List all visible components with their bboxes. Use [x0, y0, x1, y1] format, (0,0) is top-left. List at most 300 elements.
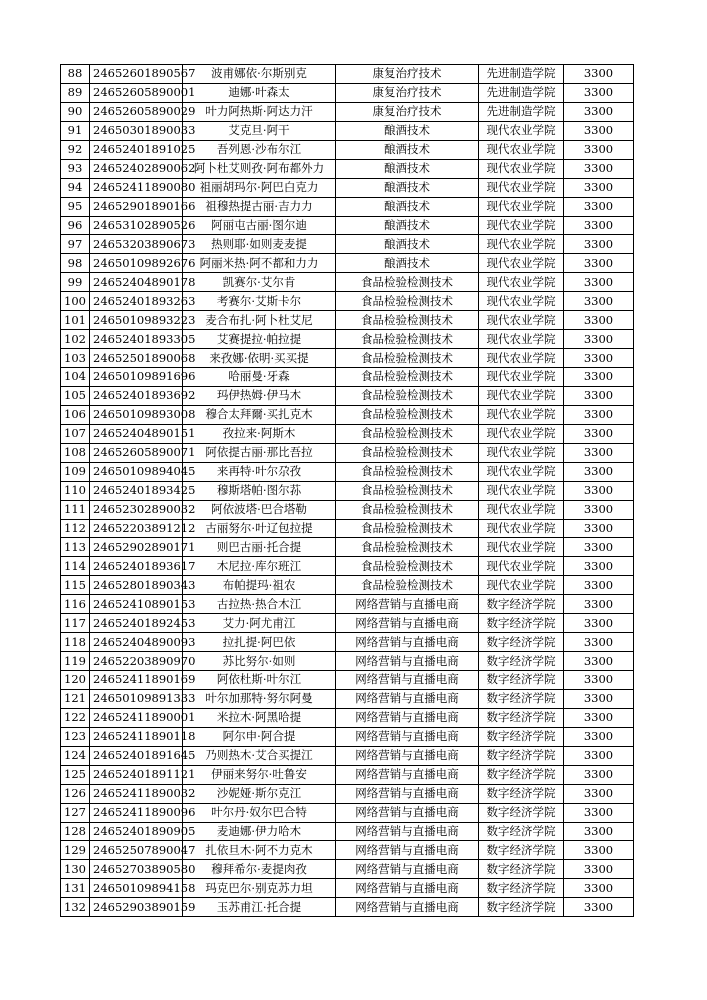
- student-name-cell: 艾克旦·阿干: [183, 121, 336, 140]
- row-number-cell: 98: [61, 254, 90, 273]
- major-cell: 食品检验检测技术: [336, 330, 479, 349]
- amount-cell: 3300: [564, 746, 634, 765]
- row-number-cell: 93: [61, 159, 90, 178]
- amount-cell: 3300: [564, 898, 634, 917]
- student-id-cell: 24652411890032: [90, 784, 183, 803]
- table-row: [61, 746, 634, 765]
- amount-cell: 3300: [564, 292, 634, 311]
- student-name-cell: 哈丽曼·牙森: [183, 368, 336, 387]
- amount-cell: 3300: [564, 311, 634, 330]
- student-name-cell: 则巴古丽·托合提: [183, 538, 336, 557]
- major-cell: 网络营销与直播电商: [336, 803, 479, 822]
- major-cell: 网络营销与直播电商: [336, 727, 479, 746]
- amount-cell: 3300: [564, 595, 634, 614]
- student-id-cell: 24653203890673: [90, 235, 183, 254]
- major-cell: 网络营销与直播电商: [336, 860, 479, 879]
- college-cell: 现代农业学院: [479, 405, 564, 424]
- row-number-cell: 105: [61, 386, 90, 405]
- student-name-cell: 沙妮娅·斯尔克江: [183, 784, 336, 803]
- major-cell: 康复治疗技术: [336, 65, 479, 84]
- college-cell: 现代农业学院: [479, 368, 564, 387]
- major-cell: 食品检验检测技术: [336, 424, 479, 443]
- table-row: [61, 159, 634, 178]
- student-id-cell: 24652605890071: [90, 443, 183, 462]
- amount-cell: 3300: [564, 652, 634, 671]
- student-id-cell: 24652404890093: [90, 633, 183, 652]
- amount-cell: 3300: [564, 462, 634, 481]
- table-body: [61, 65, 634, 917]
- major-cell: 网络营销与直播电商: [336, 822, 479, 841]
- table-row: [61, 727, 634, 746]
- college-cell: 现代农业学院: [479, 159, 564, 178]
- student-name-cell: 艾赛提拉·帕拉提: [183, 330, 336, 349]
- student-name-cell: 祖穆热提古丽·吉力力: [183, 197, 336, 216]
- row-number-cell: 114: [61, 557, 90, 576]
- major-cell: 食品检验检测技术: [336, 481, 479, 500]
- student-name-cell: 扎依旦木·阿不力克木: [183, 841, 336, 860]
- college-cell: 数字经济学院: [479, 879, 564, 898]
- table-row: [61, 140, 634, 159]
- college-cell: 现代农业学院: [479, 140, 564, 159]
- amount-cell: 3300: [564, 633, 634, 652]
- row-number-cell: 118: [61, 633, 90, 652]
- table-row: [61, 595, 634, 614]
- student-name-cell: 来孜娜·依明·买买提: [183, 349, 336, 368]
- major-cell: 酿酒技术: [336, 254, 479, 273]
- student-id-cell: 24652401893263: [90, 292, 183, 311]
- amount-cell: 3300: [564, 424, 634, 443]
- row-number-cell: 97: [61, 235, 90, 254]
- table-row: [61, 83, 634, 102]
- student-name-cell: 孜拉来·阿斯木: [183, 424, 336, 443]
- row-number-cell: 122: [61, 708, 90, 727]
- table-row: [61, 349, 634, 368]
- table-row: [61, 519, 634, 538]
- row-number-cell: 103: [61, 349, 90, 368]
- row-number-cell: 90: [61, 102, 90, 121]
- college-cell: 数字经济学院: [479, 822, 564, 841]
- student-id-cell: 24652203890970: [90, 652, 183, 671]
- row-number-cell: 100: [61, 292, 90, 311]
- major-cell: 康复治疗技术: [336, 102, 479, 121]
- amount-cell: 3300: [564, 519, 634, 538]
- student-name-cell: 热则耶·如则麦麦提: [183, 235, 336, 254]
- major-cell: 网络营销与直播电商: [336, 765, 479, 784]
- major-cell: 食品检验检测技术: [336, 443, 479, 462]
- major-cell: 网络营销与直播电商: [336, 652, 479, 671]
- student-id-cell: 24652203891212: [90, 519, 183, 538]
- student-name-cell: 米拉木·阿黑哈提: [183, 708, 336, 727]
- student-name-cell: 阿丽屯古丽·图尔迪: [183, 216, 336, 235]
- college-cell: 数字经济学院: [479, 898, 564, 917]
- college-cell: 数字经济学院: [479, 765, 564, 784]
- row-number-cell: 117: [61, 614, 90, 633]
- student-id-cell: 24652903890159: [90, 898, 183, 917]
- student-id-cell: 24652507890047: [90, 841, 183, 860]
- student-id-cell: 24652401893617: [90, 557, 183, 576]
- amount-cell: 3300: [564, 727, 634, 746]
- student-id-cell: 24650109894158: [90, 879, 183, 898]
- student-name-cell: 叶力阿热斯·阿达力汗: [183, 102, 336, 121]
- table-row: [61, 481, 634, 500]
- student-id-cell: 24652411890001: [90, 708, 183, 727]
- table-row: [61, 386, 634, 405]
- student-name-cell: 阿依波塔·巴合塔勒: [183, 500, 336, 519]
- college-cell: 现代农业学院: [479, 273, 564, 292]
- student-name-cell: 伊丽来努尔·吐鲁安: [183, 765, 336, 784]
- row-number-cell: 95: [61, 197, 90, 216]
- table-row: [61, 178, 634, 197]
- student-id-cell: 24652401893425: [90, 481, 183, 500]
- table-row: [61, 784, 634, 803]
- student-id-cell: 24652404890151: [90, 424, 183, 443]
- college-cell: 数字经济学院: [479, 860, 564, 879]
- college-cell: 数字经济学院: [479, 633, 564, 652]
- row-number-cell: 96: [61, 216, 90, 235]
- student-list-table: [60, 64, 634, 917]
- college-cell: 数字经济学院: [479, 841, 564, 860]
- student-name-cell: 穆斯塔帕·图尔荪: [183, 481, 336, 500]
- row-number-cell: 126: [61, 784, 90, 803]
- amount-cell: 3300: [564, 197, 634, 216]
- table-row: [61, 538, 634, 557]
- student-name-cell: 穆拜希尔·麦提肉孜: [183, 860, 336, 879]
- student-name-cell: 叶尔丹·奴尔巴合特: [183, 803, 336, 822]
- amount-cell: 3300: [564, 330, 634, 349]
- amount-cell: 3300: [564, 803, 634, 822]
- major-cell: 食品检验检测技术: [336, 292, 479, 311]
- student-id-cell: 24650109891333: [90, 689, 183, 708]
- student-name-cell: 乃则热木·艾合买提江: [183, 746, 336, 765]
- major-cell: 酿酒技术: [336, 197, 479, 216]
- major-cell: 食品检验检测技术: [336, 405, 479, 424]
- amount-cell: 3300: [564, 481, 634, 500]
- table-row: [61, 557, 634, 576]
- major-cell: 食品检验检测技术: [336, 311, 479, 330]
- row-number-cell: 110: [61, 481, 90, 500]
- student-name-cell: 阿卜杜艾则孜·阿布都外力: [183, 159, 336, 178]
- major-cell: 酿酒技术: [336, 121, 479, 140]
- student-id-cell: 24652401891121: [90, 765, 183, 784]
- student-id-cell: 24652902890171: [90, 538, 183, 557]
- row-number-cell: 128: [61, 822, 90, 841]
- row-number-cell: 111: [61, 500, 90, 519]
- college-cell: 现代农业学院: [479, 538, 564, 557]
- college-cell: 现代农业学院: [479, 311, 564, 330]
- amount-cell: 3300: [564, 879, 634, 898]
- college-cell: 现代农业学院: [479, 519, 564, 538]
- table-row: [61, 292, 634, 311]
- college-cell: 现代农业学院: [479, 121, 564, 140]
- student-id-cell: 24652404890178: [90, 273, 183, 292]
- row-number-cell: 121: [61, 689, 90, 708]
- college-cell: 现代农业学院: [479, 386, 564, 405]
- amount-cell: 3300: [564, 121, 634, 140]
- college-cell: 现代农业学院: [479, 557, 564, 576]
- row-number-cell: 88: [61, 65, 90, 84]
- amount-cell: 3300: [564, 708, 634, 727]
- row-number-cell: 123: [61, 727, 90, 746]
- table-row: [61, 121, 634, 140]
- college-cell: 现代农业学院: [479, 178, 564, 197]
- amount-cell: 3300: [564, 576, 634, 595]
- table-row: [61, 330, 634, 349]
- student-id-cell: 24652401892453: [90, 614, 183, 633]
- major-cell: 网络营销与直播电商: [336, 898, 479, 917]
- amount-cell: 3300: [564, 216, 634, 235]
- row-number-cell: 92: [61, 140, 90, 159]
- table-row: [61, 633, 634, 652]
- table-row: [61, 216, 634, 235]
- student-id-cell: 24650109893008: [90, 405, 183, 424]
- major-cell: 网络营销与直播电商: [336, 708, 479, 727]
- major-cell: 网络营销与直播电商: [336, 784, 479, 803]
- table-row: [61, 671, 634, 690]
- student-name-cell: 来再特·叶尔尕孜: [183, 462, 336, 481]
- amount-cell: 3300: [564, 235, 634, 254]
- table-row: [61, 424, 634, 443]
- row-number-cell: 124: [61, 746, 90, 765]
- student-id-cell: 24650109894045: [90, 462, 183, 481]
- table-row: [61, 254, 634, 273]
- college-cell: 现代农业学院: [479, 349, 564, 368]
- college-cell: 现代农业学院: [479, 330, 564, 349]
- amount-cell: 3300: [564, 784, 634, 803]
- row-number-cell: 106: [61, 405, 90, 424]
- college-cell: 先进制造学院: [479, 102, 564, 121]
- student-name-cell: 玉苏甫江·托合提: [183, 898, 336, 917]
- table-row: [61, 102, 634, 121]
- student-id-cell: 24652801890343: [90, 576, 183, 595]
- major-cell: 网络营销与直播电商: [336, 595, 479, 614]
- row-number-cell: 99: [61, 273, 90, 292]
- student-name-cell: 麦合布扎·阿卜杜艾尼: [183, 311, 336, 330]
- student-name-cell: 阿丽米热·阿不都和力力: [183, 254, 336, 273]
- college-cell: 数字经济学院: [479, 708, 564, 727]
- row-number-cell: 102: [61, 330, 90, 349]
- college-cell: 先进制造学院: [479, 83, 564, 102]
- major-cell: 网络营销与直播电商: [336, 614, 479, 633]
- college-cell: 现代农业学院: [479, 292, 564, 311]
- student-id-cell: 24650109893223: [90, 311, 183, 330]
- student-name-cell: 穆合太拜爾·买扎克木: [183, 405, 336, 424]
- major-cell: 酿酒技术: [336, 178, 479, 197]
- table-row: [61, 803, 634, 822]
- student-name-cell: 苏比努尔·如则: [183, 652, 336, 671]
- student-name-cell: 波甫娜依·尔斯别克: [183, 65, 336, 84]
- table-row: [61, 689, 634, 708]
- row-number-cell: 112: [61, 519, 90, 538]
- major-cell: 网络营销与直播电商: [336, 671, 479, 690]
- student-id-cell: 24650301890033: [90, 121, 183, 140]
- amount-cell: 3300: [564, 557, 634, 576]
- student-id-cell: 24652401891025: [90, 140, 183, 159]
- row-number-cell: 129: [61, 841, 90, 860]
- table-row: [61, 652, 634, 671]
- student-name-cell: 考赛尔·艾斯卡尔: [183, 292, 336, 311]
- student-id-cell: 24652401891645: [90, 746, 183, 765]
- amount-cell: 3300: [564, 159, 634, 178]
- amount-cell: 3300: [564, 254, 634, 273]
- table-row: [61, 879, 634, 898]
- student-id-cell: 24652605890001: [90, 83, 183, 102]
- college-cell: 现代农业学院: [479, 443, 564, 462]
- major-cell: 食品检验检测技术: [336, 386, 479, 405]
- student-id-cell: 24652901890166: [90, 197, 183, 216]
- table-row: [61, 235, 634, 254]
- major-cell: 食品检验检测技术: [336, 576, 479, 595]
- row-number-cell: 125: [61, 765, 90, 784]
- major-cell: 酿酒技术: [336, 235, 479, 254]
- row-number-cell: 104: [61, 368, 90, 387]
- amount-cell: 3300: [564, 273, 634, 292]
- table-row: [61, 65, 634, 84]
- major-cell: 食品检验检测技术: [336, 368, 479, 387]
- table-row: [61, 500, 634, 519]
- student-name-cell: 拉扎提·阿巴依: [183, 633, 336, 652]
- major-cell: 食品检验检测技术: [336, 519, 479, 538]
- student-name-cell: 迪娜·叶森太: [183, 83, 336, 102]
- row-number-cell: 91: [61, 121, 90, 140]
- amount-cell: 3300: [564, 65, 634, 84]
- major-cell: 食品检验检测技术: [336, 349, 479, 368]
- college-cell: 现代农业学院: [479, 500, 564, 519]
- amount-cell: 3300: [564, 614, 634, 633]
- student-id-cell: 24652410890153: [90, 595, 183, 614]
- amount-cell: 3300: [564, 689, 634, 708]
- student-id-cell: 24652501890068: [90, 349, 183, 368]
- table-row: [61, 841, 634, 860]
- table-row: [61, 576, 634, 595]
- major-cell: 食品检验检测技术: [336, 538, 479, 557]
- row-number-cell: 120: [61, 671, 90, 690]
- row-number-cell: 113: [61, 538, 90, 557]
- college-cell: 数字经济学院: [479, 595, 564, 614]
- table-row: [61, 311, 634, 330]
- amount-cell: 3300: [564, 500, 634, 519]
- student-id-cell: 24652411890169: [90, 671, 183, 690]
- amount-cell: 3300: [564, 405, 634, 424]
- major-cell: 网络营销与直播电商: [336, 841, 479, 860]
- major-cell: 酿酒技术: [336, 140, 479, 159]
- college-cell: 先进制造学院: [479, 65, 564, 84]
- student-id-cell: 24650109892676: [90, 254, 183, 273]
- college-cell: 数字经济学院: [479, 652, 564, 671]
- amount-cell: 3300: [564, 538, 634, 557]
- college-cell: 数字经济学院: [479, 803, 564, 822]
- college-cell: 数字经济学院: [479, 614, 564, 633]
- student-id-cell: 24652411890118: [90, 727, 183, 746]
- table-row: [61, 765, 634, 784]
- major-cell: 食品检验检测技术: [336, 273, 479, 292]
- major-cell: 网络营销与直播电商: [336, 879, 479, 898]
- major-cell: 网络营销与直播电商: [336, 746, 479, 765]
- student-id-cell: 24652601890567: [90, 65, 183, 84]
- amount-cell: 3300: [564, 443, 634, 462]
- college-cell: 现代农业学院: [479, 462, 564, 481]
- student-name-cell: 玛伊热姆·伊马木: [183, 386, 336, 405]
- amount-cell: 3300: [564, 102, 634, 121]
- college-cell: 现代农业学院: [479, 216, 564, 235]
- major-cell: 食品检验检测技术: [336, 557, 479, 576]
- major-cell: 酿酒技术: [336, 159, 479, 178]
- college-cell: 现代农业学院: [479, 235, 564, 254]
- student-name-cell: 布帕提玛·祖农: [183, 576, 336, 595]
- student-id-cell: 24652401893692: [90, 386, 183, 405]
- table-row: [61, 273, 634, 292]
- student-name-cell: 木尼拉·库尔班江: [183, 557, 336, 576]
- amount-cell: 3300: [564, 765, 634, 784]
- student-name-cell: 阿依提古丽·那比吾拉: [183, 443, 336, 462]
- student-id-cell: 24652411890096: [90, 803, 183, 822]
- student-name-cell: 阿尔申·阿合提: [183, 727, 336, 746]
- table-row: [61, 614, 634, 633]
- student-id-cell: 24652605890029: [90, 102, 183, 121]
- college-cell: 数字经济学院: [479, 784, 564, 803]
- row-number-cell: 107: [61, 424, 90, 443]
- amount-cell: 3300: [564, 368, 634, 387]
- amount-cell: 3300: [564, 822, 634, 841]
- row-number-cell: 119: [61, 652, 90, 671]
- student-id-cell: 24650109891696: [90, 368, 183, 387]
- table-row: [61, 368, 634, 387]
- amount-cell: 3300: [564, 178, 634, 197]
- row-number-cell: 94: [61, 178, 90, 197]
- amount-cell: 3300: [564, 671, 634, 690]
- row-number-cell: 115: [61, 576, 90, 595]
- student-name-cell: 凯赛尔·艾尔肯: [183, 273, 336, 292]
- student-name-cell: 艾力·阿尤甫江: [183, 614, 336, 633]
- table-row: [61, 822, 634, 841]
- table-row: [61, 462, 634, 481]
- college-cell: 数字经济学院: [479, 689, 564, 708]
- row-number-cell: 130: [61, 860, 90, 879]
- student-name-cell: 吾列恩·沙布尔江: [183, 140, 336, 159]
- row-number-cell: 116: [61, 595, 90, 614]
- student-name-cell: 祖丽胡玛尔·阿巴白克力: [183, 178, 336, 197]
- college-cell: 数字经济学院: [479, 671, 564, 690]
- major-cell: 网络营销与直播电商: [336, 689, 479, 708]
- student-name-cell: 阿依杜斯·叶尔江: [183, 671, 336, 690]
- major-cell: 康复治疗技术: [336, 83, 479, 102]
- amount-cell: 3300: [564, 860, 634, 879]
- table-row: [61, 197, 634, 216]
- student-name-cell: 古拉热·热合木江: [183, 595, 336, 614]
- table-row: [61, 405, 634, 424]
- college-cell: 现代农业学院: [479, 254, 564, 273]
- amount-cell: 3300: [564, 349, 634, 368]
- row-number-cell: 131: [61, 879, 90, 898]
- student-id-cell: 24652302890032: [90, 500, 183, 519]
- row-number-cell: 127: [61, 803, 90, 822]
- row-number-cell: 108: [61, 443, 90, 462]
- table-row: [61, 860, 634, 879]
- student-id-cell: 24652401893305: [90, 330, 183, 349]
- student-id-cell: 24652402890062: [90, 159, 183, 178]
- student-name-cell: 古丽努尔·叶辽包拉提: [183, 519, 336, 538]
- student-id-cell: 24652401890905: [90, 822, 183, 841]
- amount-cell: 3300: [564, 386, 634, 405]
- student-name-cell: 叶尔加那特·努尔阿曼: [183, 689, 336, 708]
- major-cell: 酿酒技术: [336, 216, 479, 235]
- student-name-cell: 麦迪娜·伊力哈木: [183, 822, 336, 841]
- amount-cell: 3300: [564, 140, 634, 159]
- college-cell: 现代农业学院: [479, 481, 564, 500]
- amount-cell: 3300: [564, 841, 634, 860]
- college-cell: 现代农业学院: [479, 424, 564, 443]
- row-number-cell: 132: [61, 898, 90, 917]
- student-id-cell: 24653102890526: [90, 216, 183, 235]
